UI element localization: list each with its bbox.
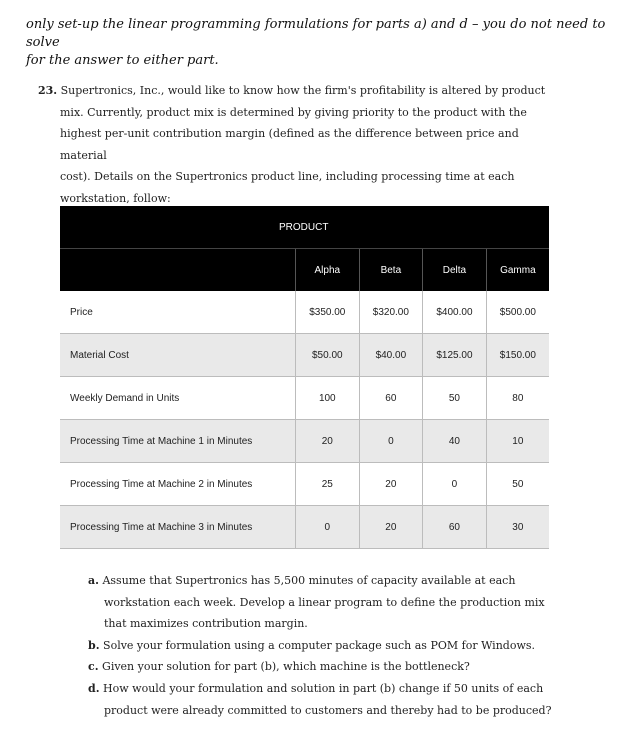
table-cell: $400.00 bbox=[423, 291, 487, 334]
table-cell: $125.00 bbox=[423, 334, 487, 377]
part-text: How would your formulation and solution in part (b) change if 50 units of each bbox=[103, 681, 544, 695]
problem-number: 23. bbox=[38, 84, 58, 97]
row-label: Weekly Demand in Units bbox=[60, 377, 296, 420]
table-cell: 25 bbox=[296, 463, 360, 506]
instruction-line: for the answer to either part. bbox=[26, 53, 219, 68]
question-part-a bbox=[88, 570, 558, 635]
table-cell: 0 bbox=[423, 463, 487, 506]
table-cell: $150.00 bbox=[486, 334, 549, 377]
table-row bbox=[60, 506, 549, 549]
table-cell: 80 bbox=[486, 377, 549, 420]
column-header-delta: Delta bbox=[423, 249, 487, 292]
table-row bbox=[60, 463, 549, 506]
table-cell: 40 bbox=[423, 420, 487, 463]
table-cell: 50 bbox=[486, 463, 549, 506]
table-cell: 30 bbox=[486, 506, 549, 549]
product-group-header: PRODUCT bbox=[60, 206, 549, 249]
table-cell: $500.00 bbox=[486, 291, 549, 334]
table-row bbox=[60, 420, 549, 463]
table-row bbox=[60, 377, 549, 420]
question-part-c bbox=[88, 656, 558, 678]
problem-line: highest per-unit contribution margin (defined as the difference between price and material bbox=[60, 127, 519, 162]
row-label: Processing Time at Machine 3 in Minutes bbox=[60, 506, 296, 549]
question-part-d bbox=[88, 678, 558, 721]
table-cell: 0 bbox=[359, 420, 423, 463]
table-row bbox=[60, 334, 549, 377]
table-row bbox=[60, 291, 549, 334]
row-label: Material Cost bbox=[60, 334, 296, 377]
problem-text: Supertronics, Inc., would like to know how the firm's profitability is altered by product bbox=[60, 84, 546, 97]
table-cell: 60 bbox=[423, 506, 487, 549]
table-cell: $350.00 bbox=[296, 291, 360, 334]
problem-line bbox=[38, 80, 568, 102]
row-label: Processing Time at Machine 1 in Minutes bbox=[60, 420, 296, 463]
question-part-b bbox=[88, 635, 558, 657]
table-group-header-row bbox=[60, 206, 549, 249]
table-cell: 10 bbox=[486, 420, 549, 463]
part-text: workstation each week. Develop a linear program to define the production mix bbox=[104, 595, 545, 609]
table-cell: 100 bbox=[296, 377, 360, 420]
table-cell: 20 bbox=[359, 463, 423, 506]
question-parts bbox=[88, 570, 558, 721]
table-cell: 20 bbox=[296, 420, 360, 463]
table-column-header-row bbox=[60, 249, 549, 292]
instruction-note bbox=[26, 16, 606, 70]
column-header-beta: Beta bbox=[359, 249, 423, 292]
part-text: that maximizes contribution margin. bbox=[104, 617, 308, 631]
part-text: Given your solution for part (b), which machine is the bottleneck? bbox=[102, 660, 470, 674]
part-label: a. bbox=[88, 574, 99, 587]
row-label: Price bbox=[60, 291, 296, 334]
part-label: d. bbox=[88, 681, 100, 695]
instruction-line: only set-up the linear programming formulations for parts a) and d – you do not need to solve bbox=[26, 17, 606, 50]
column-header-gamma: Gamma bbox=[486, 249, 549, 292]
table-cell: 60 bbox=[359, 377, 423, 420]
column-header-alpha: Alpha bbox=[296, 249, 360, 292]
table-cell: $50.00 bbox=[296, 334, 360, 377]
part-text: Assume that Supertronics has 5,500 minutes of capacity available at each bbox=[102, 574, 516, 587]
header-empty-cell bbox=[60, 249, 296, 292]
problem-line: workstation, follow: bbox=[60, 191, 171, 205]
part-label: c. bbox=[88, 660, 99, 674]
table-cell: $320.00 bbox=[359, 291, 423, 334]
part-label: b. bbox=[88, 638, 100, 652]
product-table bbox=[60, 206, 549, 549]
table-cell: $40.00 bbox=[359, 334, 423, 377]
part-text: product were already committed to customers and thereby had to be produced? bbox=[104, 703, 552, 717]
problem-line: cost). Details on the Supertronics product line, including processing time at each bbox=[60, 170, 515, 184]
table-cell: 50 bbox=[423, 377, 487, 420]
part-text: Solve your formulation using a computer package such as POM for Windows. bbox=[103, 638, 536, 652]
row-label: Processing Time at Machine 2 in Minutes bbox=[60, 463, 296, 506]
table-cell: 0 bbox=[296, 506, 360, 549]
problem-statement bbox=[38, 80, 568, 210]
problem-line: mix. Currently, product mix is determined by giving priority to the product with the bbox=[60, 105, 527, 119]
table-cell: 20 bbox=[359, 506, 423, 549]
